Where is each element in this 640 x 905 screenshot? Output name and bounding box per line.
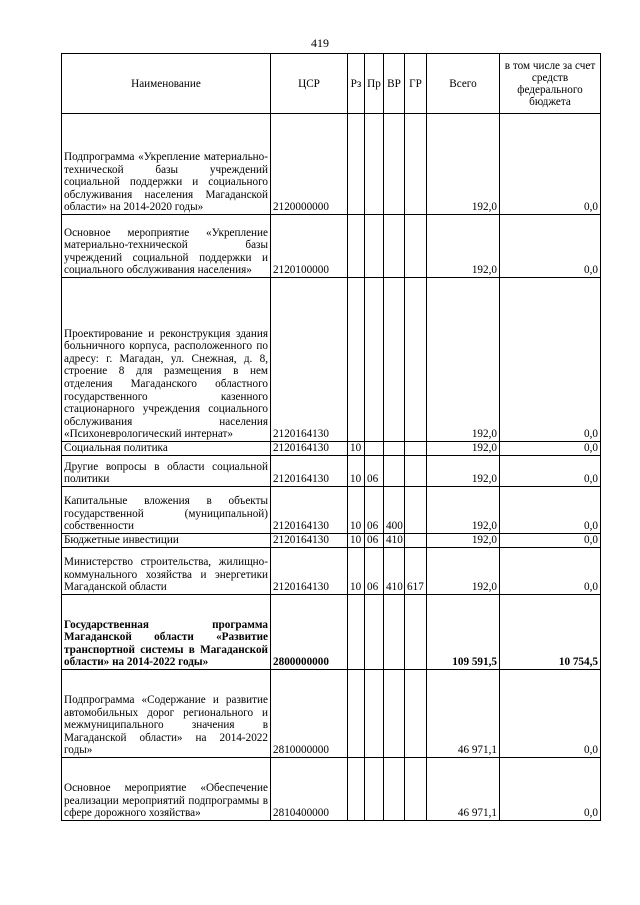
row-name: Бюджетные инвестиции [62,534,271,548]
row-federal: 0,0 [500,456,601,487]
row-federal: 0,0 [500,487,601,534]
row-vr [384,758,405,821]
row-pr: 06 [365,534,384,548]
row-federal: 0,0 [500,278,601,442]
row-vr [384,595,405,670]
row-total: 192,0 [427,548,500,595]
row-rz: 10 [348,487,365,534]
row-csr: 2810400000 [271,758,348,821]
row-pr [365,670,384,758]
table-row [62,487,601,534]
table-row [62,114,601,215]
row-vr [384,442,405,456]
row-federal: 0,0 [500,758,601,821]
budget-table [61,53,601,821]
row-total: 192,0 [427,534,500,548]
row-rz [348,278,365,442]
row-vr [384,456,405,487]
row-csr: 2120164130 [271,442,348,456]
row-federal: 0,0 [500,215,601,278]
row-gr [405,215,427,278]
row-total: 46 971,1 [427,670,500,758]
row-vr [384,670,405,758]
row-vr: 410 [384,534,405,548]
row-pr [365,278,384,442]
table-row [62,670,601,758]
table-row [62,758,601,821]
header-pr: Пр [365,54,384,114]
row-gr [405,114,427,215]
row-csr: 2120164130 [271,534,348,548]
row-pr [365,595,384,670]
table-row [62,548,601,595]
row-vr [384,278,405,442]
row-vr: 410 [384,548,405,595]
row-pr [365,114,384,215]
header-total: Всего [427,54,500,114]
row-federal: 0,0 [500,114,601,215]
row-rz: 10 [348,548,365,595]
header-name: Наименование [62,54,271,114]
row-pr: 06 [365,456,384,487]
header-gr: ГР [405,54,427,114]
table-header-row [62,54,601,114]
row-gr [405,595,427,670]
row-name: Подпрограмма «Содержание и развитие автомобильных дорог регионального и межмуниципального значения в Магаданской области» на 2014-2022 годы» [62,670,271,758]
row-gr [405,670,427,758]
header-federal: в том числе за счет средств федерального бюджета [500,54,601,114]
table-body [62,114,601,821]
row-rz: 10 [348,534,365,548]
row-gr [405,487,427,534]
row-total: 192,0 [427,442,500,456]
row-name: Государственная программа Магаданской области «Развитие транспортной системы в Магаданской области» на 2014-2022 годы» [62,595,271,670]
header-vr: ВР [384,54,405,114]
row-total: 46 971,1 [427,758,500,821]
row-name: Капитальные вложения в объекты государственной (муниципальной) собственности [62,487,271,534]
row-rz [348,758,365,821]
row-rz [348,595,365,670]
row-rz [348,215,365,278]
row-name: Социальная политика [62,442,271,456]
row-gr [405,456,427,487]
row-csr: 2800000000 [271,595,348,670]
row-vr [384,215,405,278]
row-name: Основное мероприятие «Укрепление материально-технической базы учреждений социальной поддержки и социального обслуживания населения» [62,215,271,278]
row-total: 192,0 [427,114,500,215]
header-rz: Рз [348,54,365,114]
table-row [62,456,601,487]
row-gr [405,758,427,821]
page-number: 419 [311,36,329,50]
row-pr [365,442,384,456]
row-name: Основное мероприятие «Обеспечение реализации мероприятий подпрограммы в сфере дорожного хозяйства» [62,758,271,821]
row-federal: 0,0 [500,442,601,456]
row-pr [365,215,384,278]
table-row [62,278,601,442]
row-rz [348,670,365,758]
row-gr [405,278,427,442]
row-rz [348,114,365,215]
row-pr [365,758,384,821]
row-total: 192,0 [427,456,500,487]
row-gr [405,442,427,456]
table-row [62,595,601,670]
row-rz: 10 [348,442,365,456]
row-name: Другие вопросы в области социальной политики [62,456,271,487]
row-pr: 06 [365,487,384,534]
row-vr: 400 [384,487,405,534]
table-row [62,534,601,548]
row-csr: 2810000000 [271,670,348,758]
row-federal: 0,0 [500,670,601,758]
header-csr: ЦСР [271,54,348,114]
row-csr: 2120164130 [271,548,348,595]
table-row [62,215,601,278]
table-row [62,442,601,456]
row-rz: 10 [348,456,365,487]
row-csr: 2120000000 [271,114,348,215]
row-pr: 06 [365,548,384,595]
row-csr: 2120164130 [271,487,348,534]
row-csr: 2120164130 [271,456,348,487]
row-gr: 617 [405,548,427,595]
row-name: Министерство строительства, жилищно-коммунального хозяйства и энергетики Магаданской области [62,548,271,595]
row-csr: 2120100000 [271,215,348,278]
row-federal: 10 754,5 [500,595,601,670]
row-total: 109 591,5 [427,595,500,670]
row-total: 192,0 [427,215,500,278]
row-csr: 2120164130 [271,278,348,442]
row-federal: 0,0 [500,548,601,595]
row-total: 192,0 [427,278,500,442]
row-name: Проектирование и реконструкция здания больничного корпуса, расположенного по адресу: г. Магадан, ул. Снежная, д. 8, строение 8 для размещения в нем отделения Магаданского областного государственного казенного стационарного учреждения социального обслуживания населения «Психоневрологический интернат» [62,278,271,442]
row-name: Подпрограмма «Укрепление материально-технической базы учреждений социальной поддержки и социального обслуживания населения Магаданской области» на 2014-2020 годы» [62,114,271,215]
row-federal: 0,0 [500,534,601,548]
row-vr [384,114,405,215]
row-gr [405,534,427,548]
row-total: 192,0 [427,487,500,534]
